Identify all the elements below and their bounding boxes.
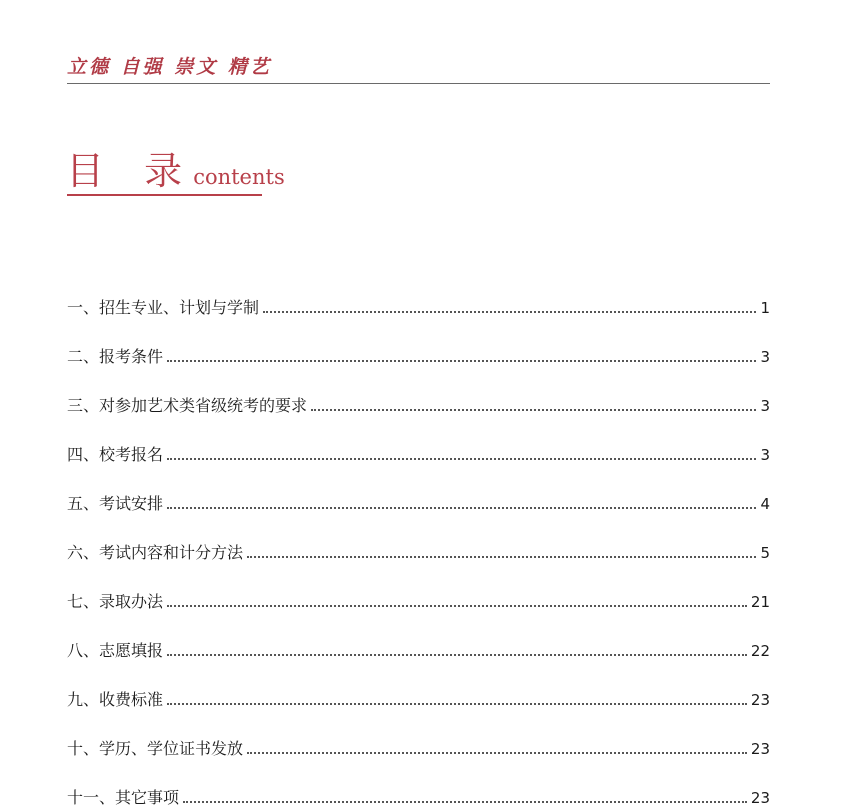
- toc-leader-dots: [263, 310, 756, 313]
- toc-entry-page: 21: [750, 593, 770, 611]
- toc-entry-page: 22: [750, 642, 770, 660]
- toc-entry-label: 三、对参加艺术类省级统考的要求: [67, 396, 308, 415]
- toc-entry[interactable]: [67, 271, 770, 320]
- header-motto: 立德 自强 崇文 精艺: [67, 56, 272, 78]
- toc-leader-dots: [167, 653, 747, 656]
- toc-entry-label: 十一、其它事项: [67, 788, 180, 807]
- toc-leader-dots: [247, 555, 756, 558]
- toc-leader-dots: [167, 702, 747, 705]
- toc-entry[interactable]: [67, 565, 770, 614]
- toc-entry[interactable]: [67, 418, 770, 467]
- toc-title-english: contents: [193, 165, 285, 189]
- toc-entry-label: 八、志愿填报: [67, 641, 164, 660]
- toc-entry-label: 一、招生专业、计划与学制: [67, 298, 260, 317]
- toc-entry[interactable]: [67, 369, 770, 418]
- toc-entry-label: 二、报考条件: [67, 347, 164, 366]
- toc-entry-page: 23: [750, 789, 770, 807]
- toc-leader-dots: [167, 506, 756, 509]
- toc-entry-page: 3: [760, 397, 770, 415]
- toc-leader-dots: [167, 604, 747, 607]
- toc-leader-dots: [247, 751, 747, 754]
- toc-entry[interactable]: [67, 320, 770, 369]
- toc-entry-label: 十、学历、学位证书发放: [67, 739, 244, 758]
- toc-entry[interactable]: [67, 663, 770, 712]
- toc-entry-label: 九、收费标准: [67, 690, 164, 709]
- toc-entry-page: 4: [760, 495, 770, 513]
- toc-title: [66, 140, 285, 195]
- toc-list: [67, 271, 770, 810]
- toc-entry-page: 3: [760, 446, 770, 464]
- toc-leader-dots: [167, 457, 756, 460]
- toc-entry[interactable]: [67, 614, 770, 663]
- toc-entry-page: 3: [760, 348, 770, 366]
- toc-entry-label: 七、录取办法: [67, 592, 164, 611]
- toc-entry-label: 五、考试安排: [67, 494, 164, 513]
- toc-entry-page: 1: [760, 299, 770, 317]
- toc-entry[interactable]: [67, 516, 770, 565]
- toc-entry[interactable]: [67, 761, 770, 810]
- header-divider: [67, 83, 770, 84]
- toc-leader-dots: [167, 359, 756, 362]
- toc-entry-page: 5: [760, 544, 770, 562]
- toc-leader-dots: [311, 408, 756, 411]
- toc-entry[interactable]: [67, 467, 770, 516]
- toc-entry-page: 23: [750, 740, 770, 758]
- title-underline: [67, 194, 262, 196]
- toc-title-chinese: 目 录: [66, 149, 197, 193]
- toc-entry-label: 四、校考报名: [67, 445, 164, 464]
- toc-entry-label: 六、考试内容和计分方法: [67, 543, 244, 562]
- toc-entry-page: 23: [750, 691, 770, 709]
- toc-entry[interactable]: [67, 712, 770, 761]
